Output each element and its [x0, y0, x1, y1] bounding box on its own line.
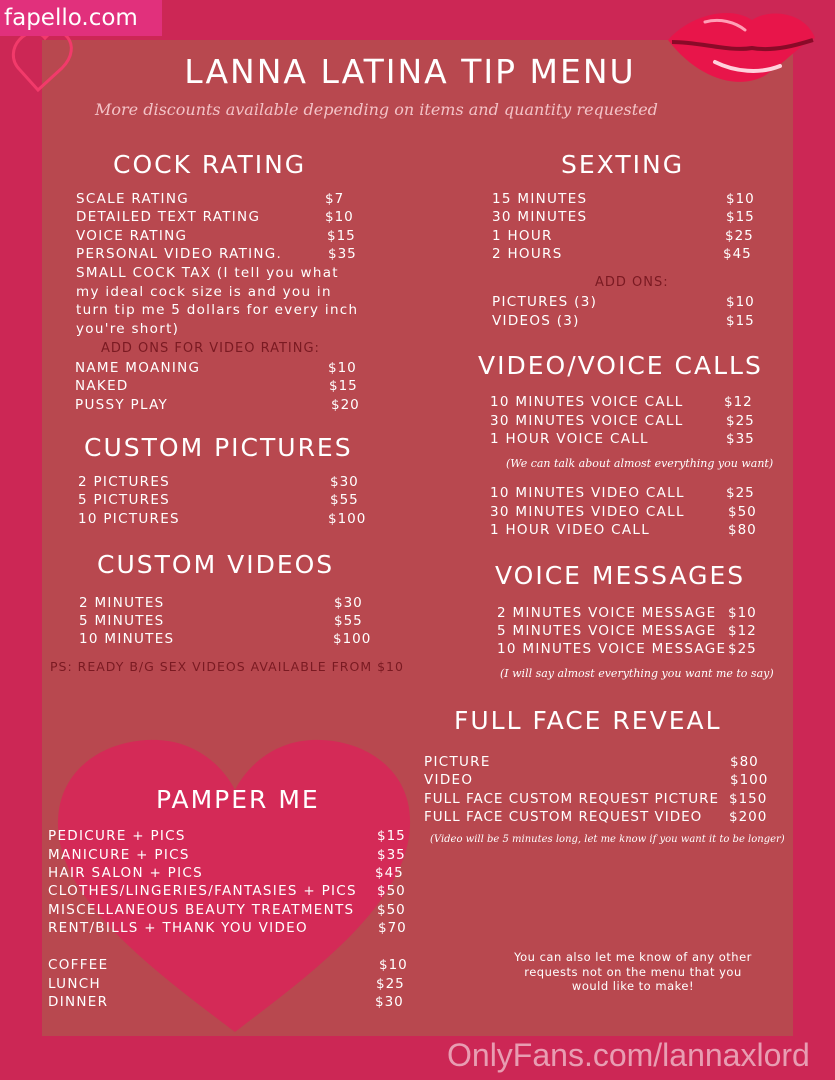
- price: $150: [729, 791, 768, 807]
- list-item: DETAILED TEXT RATING: [76, 209, 261, 225]
- addons-label: ADD ONS:: [595, 275, 669, 290]
- face-reveal-heading: FULL FACE REVEAL: [454, 706, 722, 735]
- heart-outline-icon: [13, 32, 71, 90]
- price: $70: [378, 920, 407, 936]
- price: $30: [330, 474, 359, 490]
- list-item: PUSSY PLAY: [75, 397, 169, 413]
- list-item: NAME MOANING: [75, 360, 201, 376]
- price: $80: [728, 522, 757, 538]
- price: $7: [325, 191, 345, 207]
- other-requests-note: You can also let me know of any other requests not on the menu that you would like to make!: [514, 950, 752, 993]
- list-item: PERSONAL VIDEO RATING.: [76, 246, 283, 262]
- list-item: HAIR SALON + PICS: [48, 865, 203, 881]
- onlyfans-watermark: OnlyFans.com/lannaxlord: [447, 1037, 810, 1073]
- price: $25: [726, 413, 755, 429]
- list-item: COFFEE: [48, 957, 109, 973]
- list-item: 1 HOUR VOICE CALL: [490, 431, 649, 447]
- list-item: 2 MINUTES VOICE MESSAGE: [497, 605, 717, 621]
- price: $10: [728, 605, 757, 621]
- face-reveal-note: (Video will be 5 minutes long, let me know if you want it to be longer): [430, 834, 785, 845]
- list-item: 15 MINUTES: [492, 191, 588, 207]
- list-item: NAKED: [75, 378, 129, 394]
- price: $15: [726, 313, 755, 329]
- price: $25: [376, 976, 405, 992]
- list-item: DINNER: [48, 994, 109, 1010]
- cock-rating-heading: COCK RATING: [113, 150, 307, 179]
- calls-heading: VIDEO/VOICE CALLS: [478, 351, 763, 380]
- price: $100: [333, 631, 372, 647]
- voice-messages-heading: VOICE MESSAGES: [495, 561, 746, 590]
- list-item: 1 HOUR VIDEO CALL: [490, 522, 651, 538]
- list-item: 5 MINUTES: [79, 613, 165, 629]
- price: $30: [375, 994, 404, 1010]
- price: $12: [724, 394, 753, 410]
- list-item: 1 HOUR: [492, 228, 553, 244]
- price: $45: [375, 865, 404, 881]
- price: $100: [328, 511, 367, 527]
- price: $10: [325, 209, 354, 225]
- list-item: 10 PICTURES: [78, 511, 180, 527]
- list-item: PEDICURE + PICS: [48, 828, 186, 844]
- custom-pictures-heading: CUSTOM PICTURES: [84, 433, 353, 462]
- price: $50: [377, 883, 406, 899]
- price: $50: [377, 902, 406, 918]
- list-item: 2 HOURS: [492, 246, 563, 262]
- price: $35: [726, 431, 755, 447]
- list-item: FULL FACE CUSTOM REQUEST VIDEO: [424, 809, 703, 825]
- addons-label: ADD ONS FOR VIDEO RATING:: [101, 341, 320, 356]
- list-item: SCALE RATING: [76, 191, 189, 207]
- list-item: 10 MINUTES VOICE CALL: [490, 394, 684, 410]
- price: $200: [729, 809, 768, 825]
- price: $12: [728, 623, 757, 639]
- price: $55: [334, 613, 363, 629]
- price: $100: [730, 772, 769, 788]
- list-item: 5 PICTURES: [78, 492, 171, 508]
- list-item: 5 MINUTES VOICE MESSAGE: [497, 623, 717, 639]
- list-item: VIDEOS (3): [492, 313, 580, 329]
- pamper-me-heading: PAMPER ME: [156, 785, 320, 814]
- calls-note: (We can talk about almost everything you want): [506, 457, 774, 470]
- list-item: RENT/BILLS + THANK YOU VIDEO: [48, 920, 308, 936]
- voice-messages-note: (I will say almost everything you want me to say): [500, 667, 774, 680]
- list-item: 30 MINUTES VIDEO CALL: [490, 504, 685, 520]
- price: $10: [726, 191, 755, 207]
- page-title: LANNA LATINA TIP MENU: [184, 52, 636, 91]
- list-item: PICTURE: [424, 754, 491, 770]
- list-item: PICTURES (3): [492, 294, 598, 310]
- price: $30: [334, 595, 363, 611]
- price: $10: [726, 294, 755, 310]
- price: $45: [723, 246, 752, 262]
- list-item: VIDEO: [424, 772, 474, 788]
- list-item: LUNCH: [48, 976, 101, 992]
- list-item: 30 MINUTES VOICE CALL: [490, 413, 684, 429]
- price: $25: [726, 485, 755, 501]
- list-item: MANICURE + PICS: [48, 847, 190, 863]
- list-item: 2 MINUTES: [79, 595, 165, 611]
- list-item: 10 MINUTES: [79, 631, 175, 647]
- site-logo[interactable]: fapello.com: [0, 0, 162, 36]
- price: $35: [377, 847, 406, 863]
- price: $80: [730, 754, 759, 770]
- list-item: 30 MINUTES: [492, 209, 588, 225]
- price: $15: [726, 209, 755, 225]
- price: $25: [725, 228, 754, 244]
- price: $20: [331, 397, 360, 413]
- list-item: CLOTHES/LINGERIES/FANTASIES + PICS: [48, 883, 357, 899]
- price: $10: [379, 957, 408, 973]
- ps-note: PS: READY B/G SEX VIDEOS AVAILABLE FROM $10: [50, 659, 404, 674]
- price: $15: [327, 228, 356, 244]
- list-item: 10 MINUTES VOICE MESSAGE: [497, 641, 727, 657]
- price: $10: [328, 360, 357, 376]
- custom-videos-heading: CUSTOM VIDEOS: [97, 550, 335, 579]
- list-item: 2 PICTURES: [78, 474, 171, 490]
- price: $50: [728, 504, 757, 520]
- price: $15: [377, 828, 406, 844]
- list-item: 10 MINUTES VIDEO CALL: [490, 485, 685, 501]
- price: $25: [728, 641, 757, 657]
- price: $35: [328, 246, 357, 262]
- list-item: FULL FACE CUSTOM REQUEST PICTURE: [424, 791, 720, 807]
- list-item: MISCELLANEOUS BEAUTY TREATMENTS: [48, 902, 355, 918]
- page-subtitle: More discounts available depending on items and quantity requested: [95, 100, 658, 119]
- price: $15: [329, 378, 358, 394]
- list-item: VOICE RATING: [76, 228, 188, 244]
- price: $55: [330, 492, 359, 508]
- small-cock-tax: SMALL COCK TAX (I tell you what my ideal cock size is and you in turn tip me 5 dollars for every inch you're short): [76, 265, 359, 337]
- sexting-heading: SEXTING: [561, 150, 685, 179]
